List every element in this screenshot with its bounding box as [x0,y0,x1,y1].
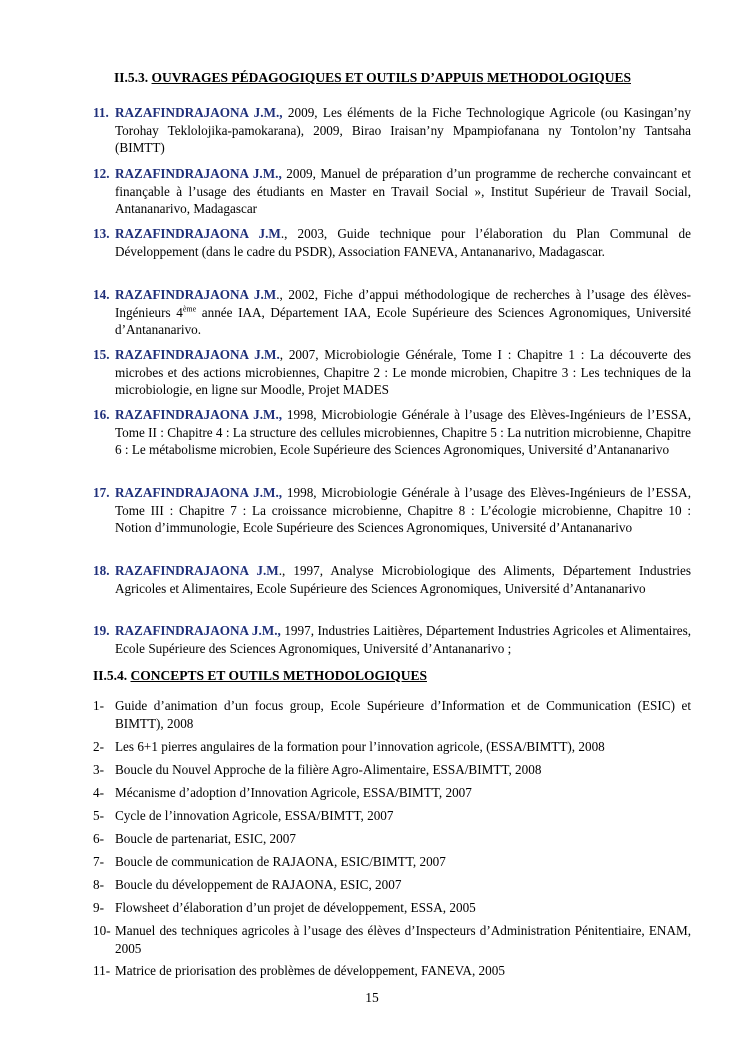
reference-number: 12. [93,166,110,181]
list-text: Boucle de communication de RAJAONA, ESIC/BIMTT, 2007 [115,854,446,869]
list-text: Cycle de l’innovation Agricole, ESSA/BIMTT, 2007 [115,808,394,823]
list-item [93,761,691,779]
reference-number: 11. [93,105,109,120]
list-text: Boucle du Nouvel Approche de la filière Agro-Alimentaire, ESSA/BIMTT, 2008 [115,762,542,777]
reference-item [93,484,691,537]
list-text: Boucle du développement de RAJAONA, ESIC, 2007 [115,877,402,892]
list-number: 7- [93,854,104,869]
reference-text: , 2007, Microbiologie Générale, Tome I : Chapitre 1 : La découverte des microbes et des actions microbiennes, Chapitre 2 : Le monde microbien, Chapitre 3 : Les techniques de la microbiologie, en ligne sur Moodle, Projet MADES [115,347,692,398]
reference-author: RAZAFINDRAJAONA J.M., [115,407,283,422]
list-number: 9- [93,900,104,915]
reference-author: RAZAFINDRAJAONA J.M., [115,623,281,638]
list-number: 1- [93,698,104,713]
reference-number: 16. [93,407,110,422]
section-number: II.5.4. [93,668,128,683]
section-heading-ouvrages [114,70,694,86]
list-number: 8- [93,877,104,892]
section-title: CONCEPTS ET OUTILS METHODOLOGIQUES [130,668,427,683]
list-item [93,899,691,917]
reference-item [93,225,691,260]
reference-text: ., 2003, Guide technique pour l’élaboration du Plan Communal de Développement (dans le cadre du PSDR), Association FANEVA, Antananarivo, Madagascar. [115,226,691,259]
list-number: 5- [93,808,104,823]
list-text: Les 6+1 pierres angulaires de la formation pour l’innovation agricole, (ESSA/BIMTT), 2008 [115,739,605,754]
list-item [93,962,691,980]
list-number: 11- [93,963,111,978]
reference-author: RAZAFINDRAJAONA J.M [115,563,279,578]
reference-item [93,622,691,657]
reference-text: 1998, Microbiologie Générale à l’usage des Elèves-Ingénieurs de l’ESSA, Tome II : Chapitre 4 : La structure des cellules microbiennes, Chapitre 5 : La nutrition microbienne, Chapitre 6 : Le métabolisme microbien, Ecole Supérieure des Sciences Agronomiques, Université d’Antananarivo [115,407,691,458]
list-number: 10- [93,923,111,938]
list-item [93,697,691,732]
reference-author: RAZAFINDRAJAONA J.M., [115,105,283,120]
reference-author: RAZAFINDRAJAONA J.M., [115,485,283,500]
reference-item [93,104,691,157]
section-heading-concepts [93,668,427,684]
list-number: 3- [93,762,104,777]
reference-number: 14. [93,287,110,302]
reference-number: 15. [93,347,110,362]
list-text: Boucle de partenariat, ESIC, 2007 [115,831,296,846]
reference-number: 17. [93,485,110,500]
reference-item [93,406,691,459]
reference-text: ., 1997, Analyse Microbiologique des Aliments, Département Industries Agricoles et Alimentaires, Ecole Supérieure des Sciences Agronomiques, Université d’Antananarivo [115,563,692,596]
list-item [93,738,691,756]
list-item [93,876,691,894]
reference-item [93,562,691,597]
list-item [93,922,691,957]
list-number: 2- [93,739,104,754]
list-text: Matrice de priorisation des problèmes de développement, FANEVA, 2005 [115,963,505,978]
list-text: Manuel des techniques agricoles à l’usage des élèves d’Inspecteurs d’Administration Pénitentiaire, ENAM, 2005 [115,923,691,956]
list-item [93,830,691,848]
reference-text: 1997, Industries Laitières, Département Industries Agricoles et Alimentaires, Ecole Supérieure des Sciences Agronomiques, Université d’Antananarivo ; [115,623,691,656]
reference-item [93,165,691,218]
list-item [93,807,691,825]
section-number: II.5.3. [114,70,149,85]
page-number: 15 [365,990,379,1005]
reference-number: 13. [93,226,110,241]
reference-author: RAZAFINDRAJAONA J.M [115,287,277,302]
reference-number: 18. [93,563,110,578]
reference-item [93,286,691,339]
ordinal-superscript: ème [182,304,197,314]
list-text: Guide d’animation d’un focus group, Ecole Supérieure d’Information et de Communication (ESIC) et BIMTT), 2008 [115,698,691,731]
section-title: OUVRAGES PÉDAGOGIQUES ET OUTILS D’APPUIS METHODOLOGIQUES [151,70,631,85]
reference-text: 2009, Manuel de préparation d’un programme de recherche convaincant et finançable à l’usage des étudiants en Master en Travail Social », Institut Supérieur de Travail Social, Antananarivo, Madagascar [115,166,691,217]
list-number: 6- [93,831,104,846]
reference-text: 1998, Microbiologie Générale à l’usage des Elèves-Ingénieurs de l’ESSA, Tome III : Chapitre 7 : La croissance microbienne, Chapitre 8 : L’écologie microbienne, Chapitre 10 : Notion d’immunologie, Ecole Supérieure des Sciences Agronomiques, Université d’Antananarivo [115,485,691,536]
reference-text: ., 2002, Fiche d’appui méthodologique de recherches à l’usage des élèves-Ingénieurs 4 [115,287,691,320]
reference-item [93,346,691,399]
reference-author: RAZAFINDRAJAONA J.M [115,226,281,241]
list-text: Mécanisme d’adoption d’Innovation Agricole, ESSA/BIMTT, 2007 [115,785,472,800]
list-item [93,784,691,802]
reference-author: RAZAFINDRAJAONA J.M., [115,166,282,181]
reference-text: année IAA, Département IAA, Ecole Supérieure des Sciences Agronomiques, Université d’Antananarivo. [115,304,691,338]
reference-text: 2009, Les éléments de la Fiche Technologique Agricole (ou Kasingan’ny Torohay Teklolojika-pamokarana), 2009, Birao Iraisan’ny Mpampiofanana ny Tontolon’ny Tantsaha (BIMTT) [115,105,691,156]
list-number: 4- [93,785,104,800]
list-text: Flowsheet d’élaboration d’un projet de développement, ESSA, 2005 [115,900,476,915]
reference-author: RAZAFINDRAJAONA J.M. [115,347,280,362]
list-item [93,853,691,871]
reference-number: 19. [93,623,110,638]
